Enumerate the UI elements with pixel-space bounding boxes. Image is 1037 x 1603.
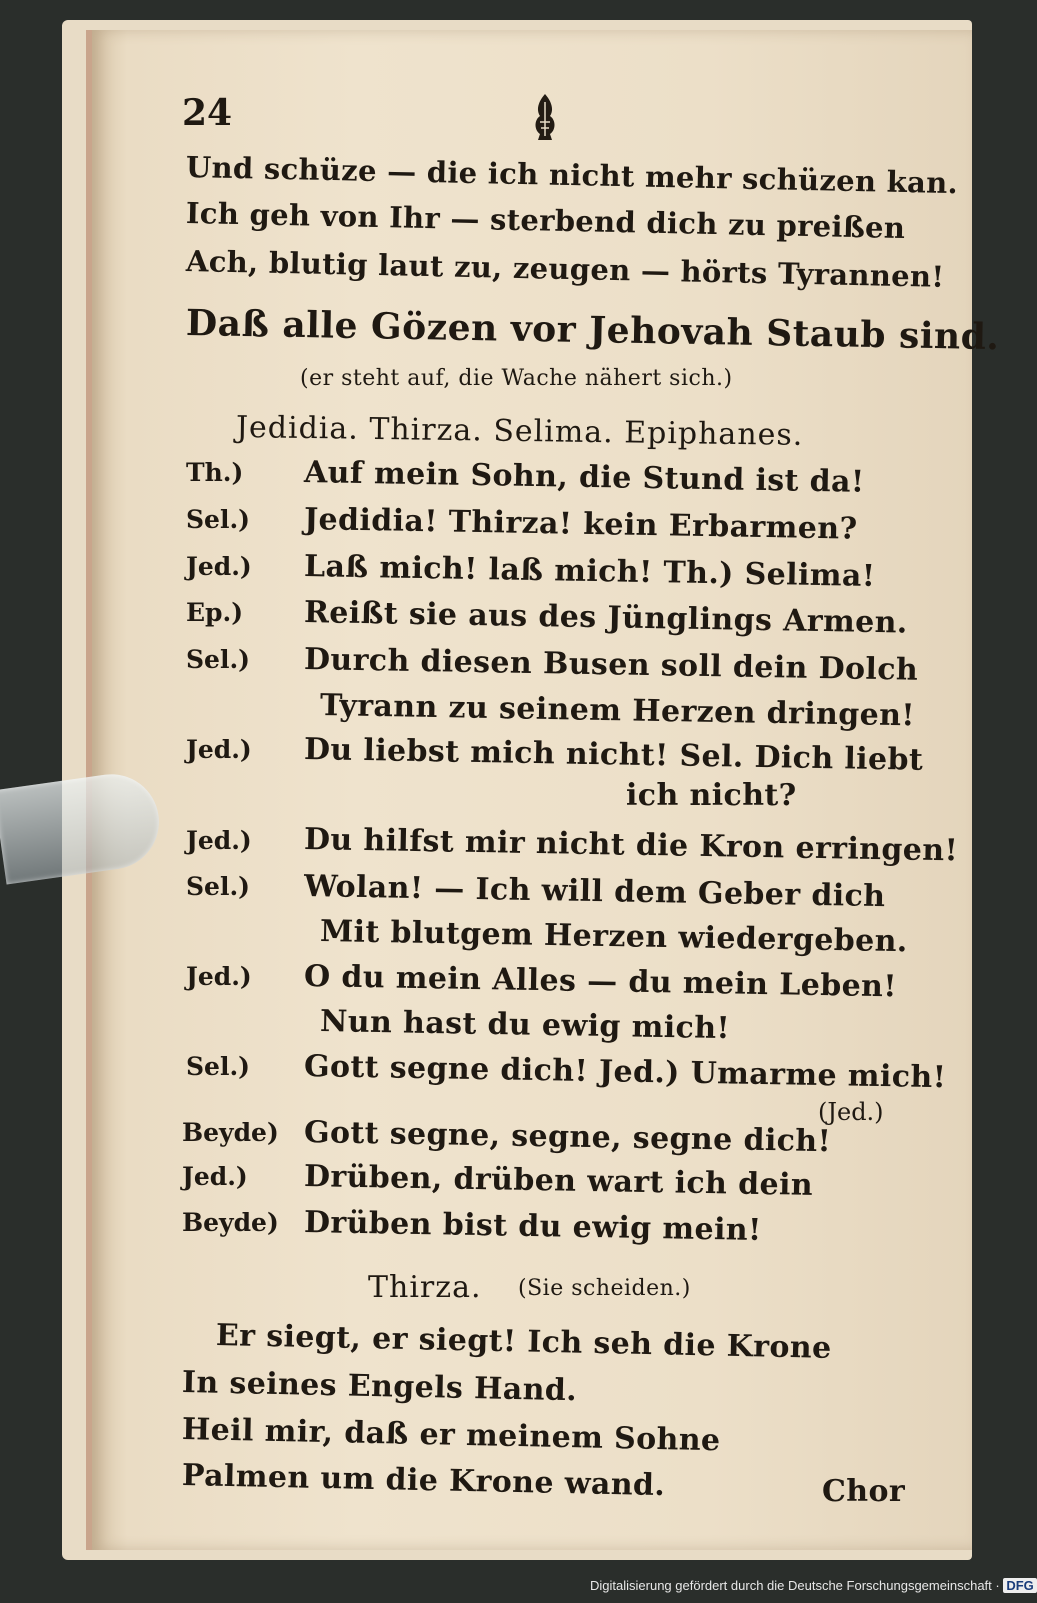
dialogue-line: Gott segne, segne, segne dich! (303, 1115, 832, 1160)
speaker-label: Beyde) (182, 1208, 279, 1237)
speaker-label: Sel.) (186, 1052, 250, 1081)
dialogue-line: Nun hast du ewig mich! (319, 1004, 731, 1047)
speaker-label: Jed.) (186, 826, 252, 855)
dialogue-line: Wolan! — Ich will dem Geber dich (303, 869, 886, 915)
speaker-label: Sel.) (186, 505, 250, 534)
dialogue-line: ich nicht? (626, 778, 797, 813)
dialogue-line: Gott segne dich! Jed.) Umarme mich! (303, 1049, 947, 1096)
verse-line: In seines Engels Hand. (181, 1365, 578, 1409)
speaker-label: Th.) (186, 458, 244, 487)
verse-line-3: Ach, blutig laut zu, zeugen — hörts Tyrannen! (185, 244, 945, 294)
stage-direction: (er steht auf, die Wache nähert sich.) (300, 366, 733, 391)
speaker-label: Beyde) (182, 1118, 279, 1147)
heading-line: Daß alle Gözen vor Jehovah Staub sind. (185, 302, 1000, 359)
verse-line: Er siegt, er siegt! Ich seh die Krone (215, 1318, 832, 1366)
ornament-icon (530, 92, 560, 142)
dfg-logo: DFG (1003, 1578, 1036, 1593)
verse-line-1: Und schüze — die ich nicht mehr schüzen kan. (185, 150, 959, 201)
dialogue-line: Laß mich! laß mich! Th.) Selima! (303, 549, 876, 594)
verse-line-2: Ich geh von Ihr — sterbend dich zu preißen (185, 196, 906, 246)
speaker-label: Ep.) (186, 598, 244, 627)
cast-line: Jedidia. Thirza. Selima. Epiphanes. (235, 410, 804, 453)
speaker-label: Sel.) (186, 872, 250, 901)
speaker-label: Jed.) (186, 962, 252, 991)
dialogue-line: Drüben bist du ewig mein! (303, 1205, 762, 1248)
dialogue-line: Du hilfst mir nicht die Kron erringen! (303, 822, 959, 869)
dialogue-line: Mit blutgem Herzen wiedergeben. (319, 914, 908, 960)
speaker-label: Sel.) (186, 645, 250, 674)
dialogue-line: Tyrann zu seinem Herzen dringen! (319, 688, 916, 734)
dialogue-line: Reißt sie aus des Jünglings Armen. (303, 595, 909, 641)
dialogue-line: Durch diesen Busen soll dein Dolch (303, 642, 919, 688)
verse-line: Palmen um die Krone wand. (181, 1458, 666, 1504)
dialogue-line: Drüben, drüben wart ich dein (303, 1159, 814, 1203)
speaker-label: Jed.) (186, 552, 252, 581)
dialogue-line: O du mein Alles — du mein Leben! (303, 959, 898, 1005)
page-number: 24 (182, 92, 233, 134)
footer-text: Digitalisierung gefördert durch die Deutsche Forschungsgemeinschaft · (590, 1578, 1000, 1593)
stage-direction: (Sie scheiden.) (518, 1276, 691, 1301)
dialogue-line: Auf mein Sohn, die Stund ist da! (303, 455, 865, 500)
side-note: (Jed.) (818, 1098, 884, 1126)
footer-credit (590, 1578, 1037, 1593)
dialogue-line: Jedidia! Thirza! kein Erbarmen? (303, 502, 858, 547)
speaker-label: Jed.) (186, 735, 252, 764)
speaker-label: Jed.) (182, 1162, 248, 1191)
verse-line: Heil mir, daß er meinem Sohne (181, 1412, 721, 1459)
catchword: Chor (822, 1474, 906, 1509)
dialogue-line: Du liebst mich nicht! Sel. Dich liebt (303, 732, 924, 778)
thirza-heading: Thirza. (368, 1270, 482, 1305)
